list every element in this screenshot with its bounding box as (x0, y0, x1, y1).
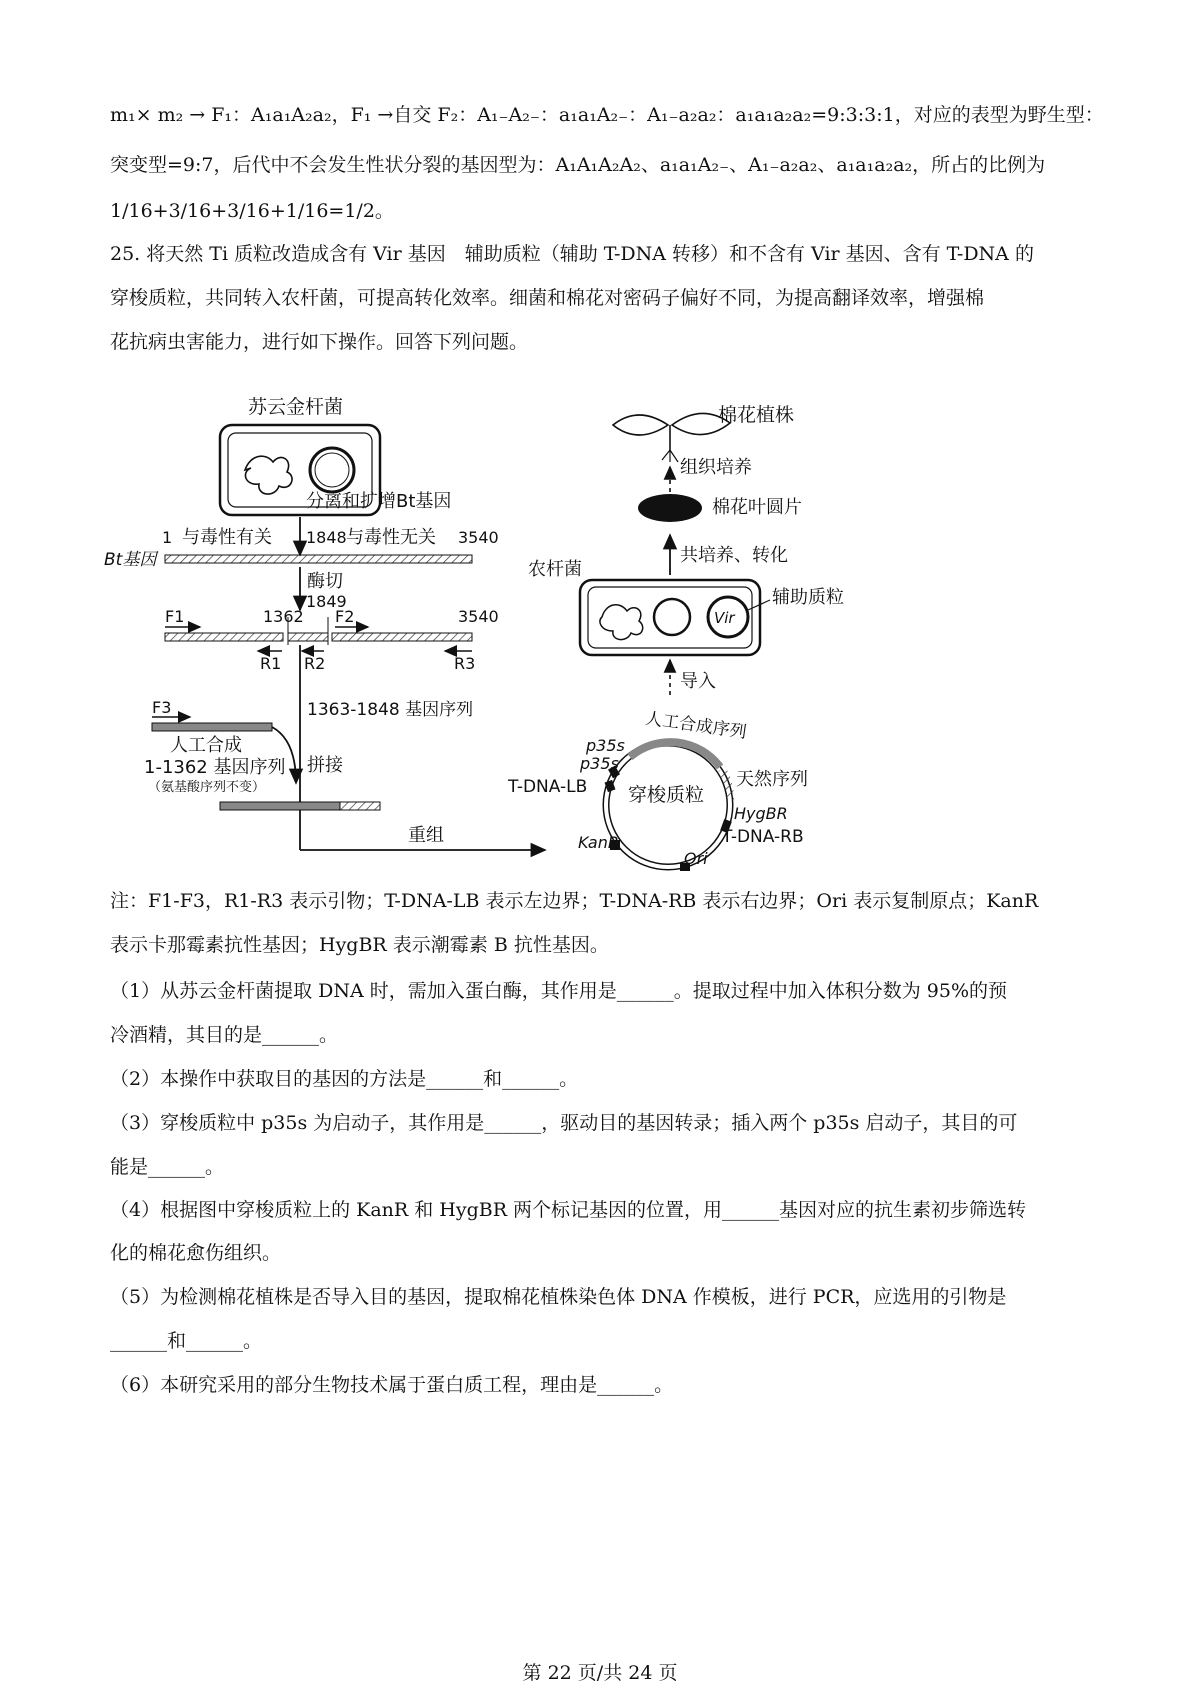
prev-line-3: 1/16+3/16+3/16+1/16=1/2。 (110, 200, 394, 222)
fragment-1 (165, 633, 283, 641)
experiment-diagram (104, 395, 1100, 960)
primer-f1-label: F1 (165, 607, 185, 626)
p35s-label-2: p35s (580, 754, 619, 773)
page-footer: 第 22 页/共 24 页 (522, 1662, 678, 1684)
import-label: 导入 (680, 671, 716, 692)
q25-line-1: 25. 将天然 Ti 质粒改造成含有 Vir 基因 辅助质粒（辅助 T-DNA 转移）和不含有 Vir 基因、含有 T-DNA 的 (110, 243, 1034, 265)
toxic-unrelated-label: 与毒性无关 (346, 527, 436, 548)
cotton-plant-label: 棉花植株 (718, 404, 795, 426)
question-3a: （3）穿梭质粒中 p35s 为启动子，其作用是______，驱动目的基因转录；插入两个 p35s 启动子，其目的可 (110, 1112, 1018, 1134)
tdna-lb-label: T-DNA-LB (508, 777, 588, 797)
spliced-fragment-b (340, 802, 380, 810)
question-6: （6）本研究采用的部分生物技术属于蛋白质工程，理由是______。 (110, 1374, 674, 1396)
tissue-culture-label: 组织培养 (680, 457, 752, 478)
note-line-1: 注：F1-F3，R1-R3 表示引物；T-DNA-LB 表示左边界；T-DNA-RB 表示右边界；Ori 表示复制原点；KanR (110, 890, 1039, 912)
leaf-disc-icon (638, 494, 702, 522)
natural-seq-label: 天然序列 (736, 769, 808, 790)
chromosome-tangle-icon (245, 456, 292, 494)
agrobacterium-label: 农杆菌 (528, 559, 582, 580)
q25-line-3: 花抗病虫害能力，进行如下操作。回答下列问题。 (110, 331, 529, 353)
pos-3540-label: 3540 (458, 528, 499, 547)
bt-gene-bar (165, 555, 472, 563)
question-1a: （1）从苏云金杆菌提取 DNA 时，需加入蛋白酶，其作用是______。提取过程中加入体积分数为 95%的预 (110, 980, 1008, 1002)
pos-3540b-label: 3540 (458, 607, 499, 626)
leaf-disc-label: 棉花叶圆片 (712, 497, 802, 518)
question-2: （2）本操作中获取目的基因的方法是______和______。 (110, 1068, 579, 1090)
primer-r3-label: R3 (454, 654, 476, 673)
pos-1848-label: 1848 (306, 528, 347, 547)
prev-line-1: m₁× m₂ → F₁：A₁a₁A₂a₂，F₁ →自交 F₂：A₁₋A₂₋：a₁a₁A₂₋：A₁₋a₂a₂：a₁a₁a₂a₂=9:3:3:1，对应的表型为野生型： (110, 104, 1104, 126)
seq-1363-label: 1363-1848 基因序列 (307, 700, 474, 720)
artificial-label-3: （氨基酸序列不变） (148, 780, 266, 795)
agro-chromosome-icon (600, 605, 643, 640)
step-isolate-label: 分离和扩增Bt基因 (306, 491, 452, 512)
artificial-label-2: 1-1362 基因序列 (144, 757, 286, 778)
vir-label: Vir (714, 609, 735, 627)
tdna-rb-label: T-DNA-RB (722, 827, 804, 847)
enzyme-cut-label: 酶切 (307, 571, 343, 592)
question-3b: 能是______。 (110, 1156, 225, 1178)
primer-f2-label: F2 (335, 607, 355, 626)
hygb-label: HygBR (734, 804, 788, 823)
primer-r2-label: R2 (304, 654, 326, 673)
primer-r1-label: R1 (260, 654, 282, 673)
question-5b: ______和______。 (110, 1330, 263, 1352)
question-4b: 化的棉花愈伤组织。 (110, 1242, 282, 1264)
fragment-2 (288, 633, 328, 641)
spliced-fragment-a (220, 802, 340, 810)
artificial-seq-arc (630, 742, 720, 767)
seedling-icon (613, 413, 730, 435)
agro-plasmid-icon (654, 599, 690, 635)
prev-line-2: 突变型=9:7，后代中不会发生性状分裂的基因型为：A₁A₁A₂A₂、a₁a₁A₂₋、A₁₋a₂a₂、a₁a₁a₂a₂，所占的比例为 (110, 154, 1046, 176)
splice-label: 拼接 (307, 755, 343, 776)
ori-label: Ori (684, 849, 708, 868)
shuttle-plasmid-label: 穿梭质粒 (628, 784, 705, 806)
fragment-3 (332, 633, 472, 641)
recombine-label: 重组 (408, 825, 444, 846)
bt-gene-label: Bt基因 (104, 550, 157, 570)
helper-plasmid-label: 辅助质粒 (772, 587, 844, 608)
question-4a: （4）根据图中穿梭质粒上的 KanR 和 HygBR 两个标记基因的位置，用______基因对应的抗生素初步筛选转 (110, 1199, 1027, 1221)
plasmid-icon (310, 448, 354, 492)
p35s-label-1: p35s (586, 736, 625, 755)
q25-line-2: 穿梭质粒，共同转入农杆菌，可提高转化效率。细菌和棉花对密码子偏好不同，为提高翻译效率，增强棉 (110, 287, 985, 309)
toxic-related-label: 与毒性有关 (182, 527, 272, 548)
pos-1849-label: 1849 (306, 592, 347, 611)
bt-bacterium-label: 苏云金杆菌 (248, 396, 344, 418)
question-5a: （5）为检测棉花植株是否导入目的基因，提取棉花植株染色体 DNA 作模板，进行 PCR，应选用的引物是 (110, 1286, 1007, 1308)
primer-f3-label: F3 (152, 698, 172, 717)
coculture-label: 共培养、转化 (680, 545, 788, 566)
artificial-seq-label: 人工合成序列 (644, 708, 748, 743)
question-1b: 冷酒精，其目的是______。 (110, 1024, 339, 1046)
note-line-2: 表示卡那霉素抗性基因；HygBR 表示潮霉素 B 抗性基因。 (110, 934, 609, 956)
pos-1-label: 1 (162, 528, 173, 547)
kan-label: KanR (578, 833, 619, 852)
artificial-fragment (152, 723, 272, 731)
pos-1362-label: 1362 (263, 607, 304, 626)
artificial-label-1: 人工合成 (170, 735, 242, 756)
